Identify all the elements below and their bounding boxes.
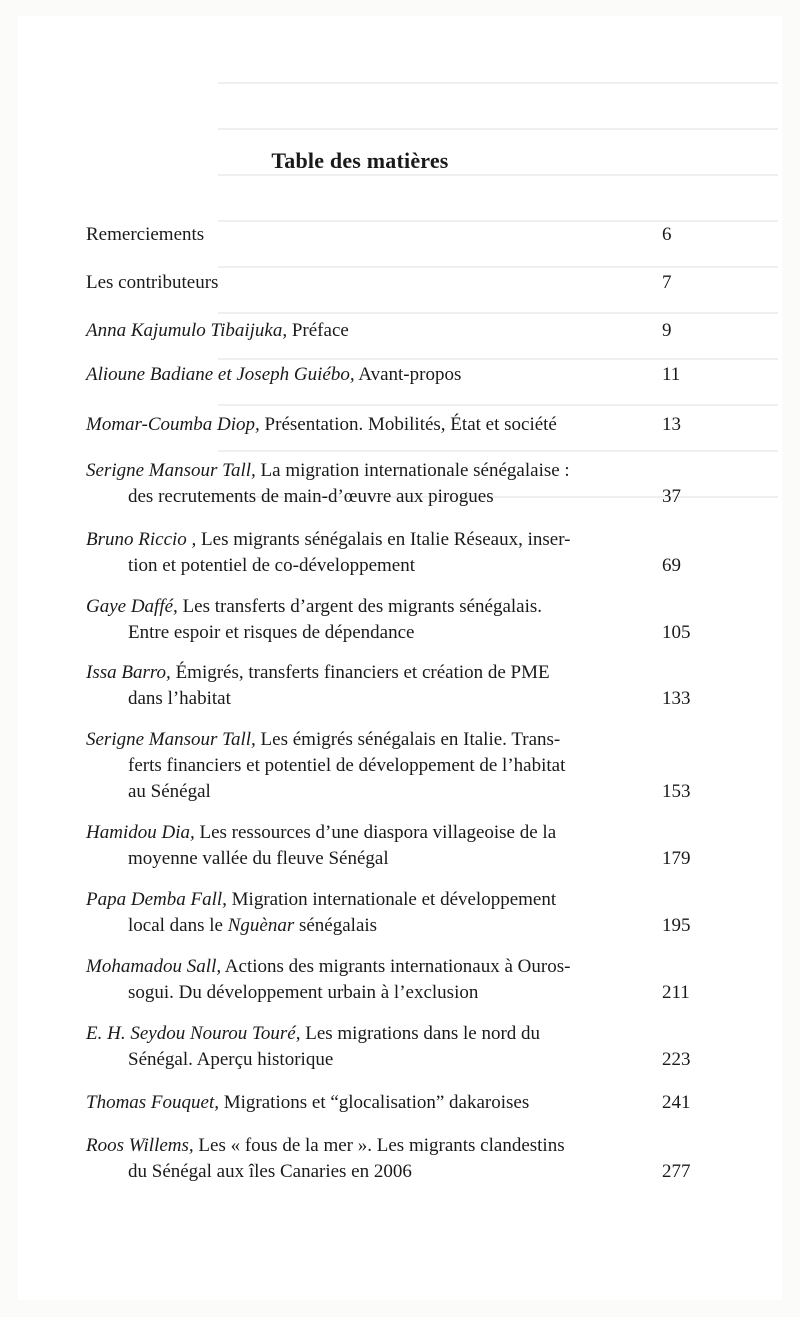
toc-entry — [86, 270, 722, 296]
toc-entry — [86, 362, 722, 388]
page-number: 277 — [662, 1161, 691, 1182]
toc-entry-line — [86, 727, 722, 753]
entry-author: Papa Demba Fall, — [86, 889, 227, 910]
entry-title-continued: dans l’habitat — [128, 688, 231, 709]
entry-title: La migration internationale sénégalaise : — [255, 460, 570, 481]
toc-entry-line — [86, 620, 722, 646]
entry-title: Avant-propos — [354, 364, 462, 385]
toc-entry — [86, 222, 722, 248]
page-number: 11 — [662, 364, 681, 385]
entry-title-continued: sogui. Du développement urbain à l’exclusion — [128, 982, 479, 1003]
page-number: 6 — [662, 224, 672, 245]
toc-entry-line — [86, 1021, 722, 1047]
entry-title: Préface — [287, 320, 349, 341]
toc-entry-line — [86, 980, 722, 1006]
entry-title-continued: sénégalais — [294, 915, 378, 936]
page-number: 153 — [662, 781, 691, 802]
entry-author: Alioune Badiane et Joseph Guiébo, — [86, 364, 355, 385]
toc-entry-line — [86, 686, 722, 712]
toc-entry-line — [86, 913, 722, 939]
toc-entry-line — [86, 1159, 722, 1185]
entry-title-continued: Entre espoir et risques de dépendance — [128, 622, 415, 643]
entry-author: E. H. Seydou Nourou Touré, — [86, 1023, 301, 1044]
toc-entry — [86, 594, 722, 646]
page-number: 105 — [662, 622, 691, 643]
toc-entry-line — [86, 887, 722, 913]
toc-entry — [86, 954, 722, 1006]
entry-title-continued: ferts financiers et potentiel de développement de l’habitat — [128, 755, 566, 776]
toc-entry-line — [86, 1047, 722, 1073]
toc-entry — [86, 820, 722, 872]
entry-author: Roos Willems, — [86, 1135, 194, 1156]
toc-entry — [86, 527, 722, 579]
entry-title: Les ressources d’une diaspora villageoise de la — [194, 822, 557, 843]
page-number: 133 — [662, 688, 691, 709]
entry-author: Bruno Riccio , — [86, 529, 197, 550]
entry-title: Remerciements — [86, 224, 205, 245]
entry-title-continued: au Sénégal — [128, 781, 211, 802]
entry-title: Présentation. Mobilités, État et société — [259, 414, 557, 435]
entry-title: Migration internationale et développement — [226, 889, 557, 910]
page-number: 37 — [662, 486, 681, 507]
page-number: 211 — [662, 982, 690, 1003]
entry-author: Serigne Mansour Tall, — [86, 729, 256, 750]
toc-entry — [86, 458, 722, 510]
entry-title: Les émigrés sénégalais en Italie. Trans- — [255, 729, 561, 750]
toc-entry-line — [86, 846, 722, 872]
entry-title-continued: moyenne vallée du fleuve Sénégal — [128, 848, 389, 869]
entry-title-continued: Sénégal. Aperçu historique — [128, 1049, 334, 1070]
toc-entry-line — [86, 412, 722, 438]
toc-entry — [86, 1021, 722, 1073]
entry-title: Les contributeurs — [86, 272, 219, 293]
page-number: 7 — [662, 272, 672, 293]
entry-author: Mohamadou Sall, — [86, 956, 222, 977]
toc-entry-line — [86, 484, 722, 510]
place-name-italic: Nguènar — [227, 915, 295, 936]
entry-author: Hamidou Dia, — [86, 822, 195, 843]
entry-title: Émigrés, transferts financiers et création de PME — [170, 662, 550, 683]
toc-entry-line — [86, 954, 722, 980]
toc-entry-line — [86, 820, 722, 846]
toc-entry-line — [86, 1090, 722, 1116]
toc-entry — [86, 660, 722, 712]
toc-entry — [86, 727, 722, 805]
entry-author: Anna Kajumulo Tibaijuka, — [86, 320, 288, 341]
entry-author: Momar-Coumba Diop, — [86, 414, 260, 435]
toc-entry-line — [86, 553, 722, 579]
page-title: Table des matières — [271, 148, 449, 173]
page-number: 9 — [662, 320, 672, 341]
toc-entry-line — [86, 270, 722, 296]
page-number: 241 — [662, 1092, 691, 1113]
entry-author: Issa Barro, — [86, 662, 171, 683]
entry-author: Gaye Daffé, — [86, 596, 178, 617]
toc-entry-line — [86, 1133, 722, 1159]
toc-entry-line — [86, 779, 722, 805]
toc-entry-line — [86, 362, 722, 388]
page-number: 69 — [662, 555, 681, 576]
toc-entry — [86, 887, 722, 939]
toc-entry-line — [86, 753, 722, 779]
entry-title-continued: tion et potentiel de co-développement — [128, 555, 416, 576]
toc-entry — [86, 1133, 722, 1185]
toc-entry-line — [86, 594, 722, 620]
entry-title: Les migrants sénégalais en Italie Réseaux, inser- — [196, 529, 571, 550]
entry-title: Migrations et “glocalisation” dakaroises — [219, 1092, 530, 1113]
entry-author: Thomas Fouquet, — [86, 1092, 219, 1113]
toc-entry-line — [86, 660, 722, 686]
toc-entry-line — [86, 222, 722, 248]
entry-title: Les migrations dans le nord du — [300, 1023, 541, 1044]
entry-author: Serigne Mansour Tall, — [86, 460, 256, 481]
entry-title: Les « fous de la mer ». Les migrants clandestins — [193, 1135, 565, 1156]
page-number: 13 — [662, 414, 681, 435]
entry-title-continued: local dans le — [128, 915, 228, 936]
page-number: 223 — [662, 1049, 691, 1070]
toc-entry-line — [86, 527, 722, 553]
entry-title-continued: des recrutements de main-d’œuvre aux pirogues — [128, 486, 494, 507]
toc-entry-line — [86, 458, 722, 484]
toc-entry — [86, 1090, 722, 1116]
page-number: 195 — [662, 915, 691, 936]
toc-entry — [86, 412, 722, 438]
toc-entry-line — [86, 318, 722, 344]
entry-title: Les transferts d’argent des migrants sénégalais. — [177, 596, 543, 617]
entry-title-continued: du Sénégal aux îles Canaries en 2006 — [128, 1161, 412, 1182]
toc-entry — [86, 318, 722, 344]
entry-title: Actions des migrants internationaux à Ouros- — [221, 956, 571, 977]
page-number: 179 — [662, 848, 691, 869]
